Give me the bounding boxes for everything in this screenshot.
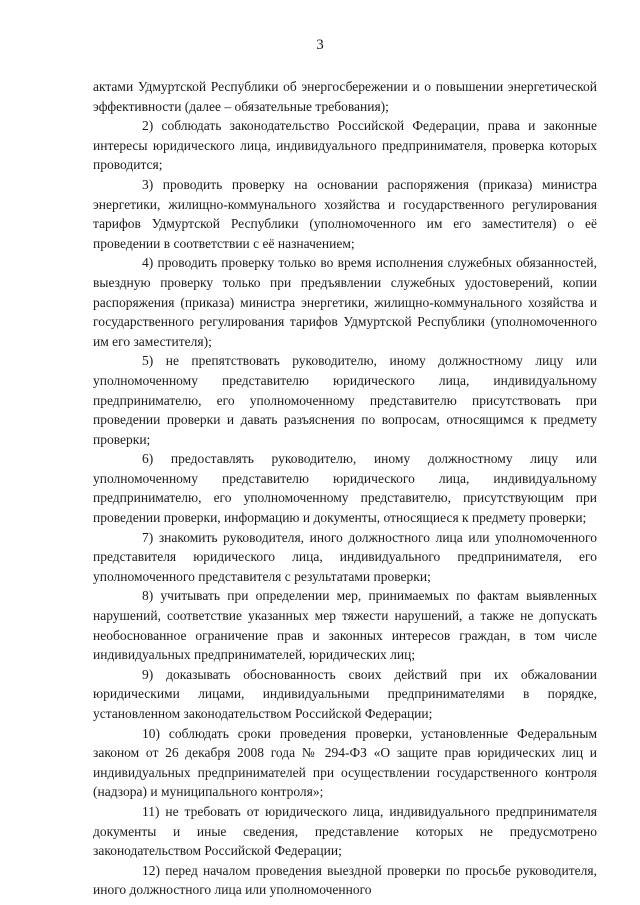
paragraph-item-4: 4) проводить проверку только во время исполнения служебных обязанностей, выездную проверку только при предъявлении служебных удостоверений, копии распоряжения (приказа) министра энергетики, жилищно-коммунального хозяйства и государственного регулирования тарифов Удмуртской Республики (уполномоченного им его заместителя);: [93, 255, 597, 349]
paragraph-item-10: 10) соблюдать сроки проведения проверки, установленные Федеральным законом от 26 декабря 2008 года № 294-ФЗ «О защите прав юридических лиц и индивидуальных предпринимателей при осуществлении государственного контроля (надзора) и муниципального контроля»;: [93, 725, 597, 800]
page-number: 3: [316, 37, 324, 53]
paragraph-item-2: 2) соблюдать законодательство Российской Федерации, права и законные интересы юридического лица, индивидуального предпринимателя, проверка которых проводится;: [93, 118, 597, 173]
paragraph-item-9: 9) доказывать обоснованность своих действий при их обжаловании юридическими лицами, индивидуальными предпринимателями в порядке, установленном законодательством Российской Федерации;: [93, 666, 597, 721]
paragraph-item-7: 7) знакомить руководителя, иного должностного лица или уполномоченного представителя юридического лица, индивидуального предпринимателя, его уполномоченного представителя с результатами проверки;: [93, 529, 597, 584]
paragraph-item-6: 6) предоставлять руководителю, иному должностному лицу или уполномоченному представителю юридического лица, индивидуальному предпринимателю, его уполномоченному представителю, присутствующим при проведении проверки, информацию и документы, относящиеся к предмету проверки;: [93, 451, 597, 526]
document-body: [93, 77, 597, 900]
paragraph-item-12: 12) перед началом проведения выездной проверки по просьбе руководителя, иного должностного лица или уполномоченного: [93, 862, 597, 898]
paragraph-continuation: актами Удмуртской Республики об энергосбережении и о повышении энергетической эффективности (далее – обязательные требования);: [93, 79, 597, 114]
paragraph-item-11: 11) не требовать от юридического лица, индивидуального предпринимателя документы и иные сведения, представление которых не предусмотрено законодательством Российской Федерации;: [93, 803, 597, 859]
paragraph-item-5: 5) не препятствовать руководителю, иному должностному лицу или уполномоченному представителю юридического лица, индивидуальному предпринимателю, его уполномоченному представителю присутствовать при проведении проверки и давать разъяснения по вопросам, относящимся к предмету проверки;: [93, 353, 597, 447]
paragraph-item-3: 3) проводить проверку на основании распоряжения (приказа) министра энергетики, жилищно-коммунального хозяйства и государственного регулирования тарифов Удмуртской Республики (уполномоченного им его заместителя) о её проведении в соответствии с её назначением;: [93, 176, 597, 251]
paragraph-item-8: 8) учитывать при определении мер, принимаемых по фактам выявленных нарушений, соответствие указанных мер тяжести нарушений, а также не допускать необоснованное ограничение прав и законных интересов граждан, в том числе индивидуальных предпринимателей, юридических лиц;: [93, 588, 597, 663]
